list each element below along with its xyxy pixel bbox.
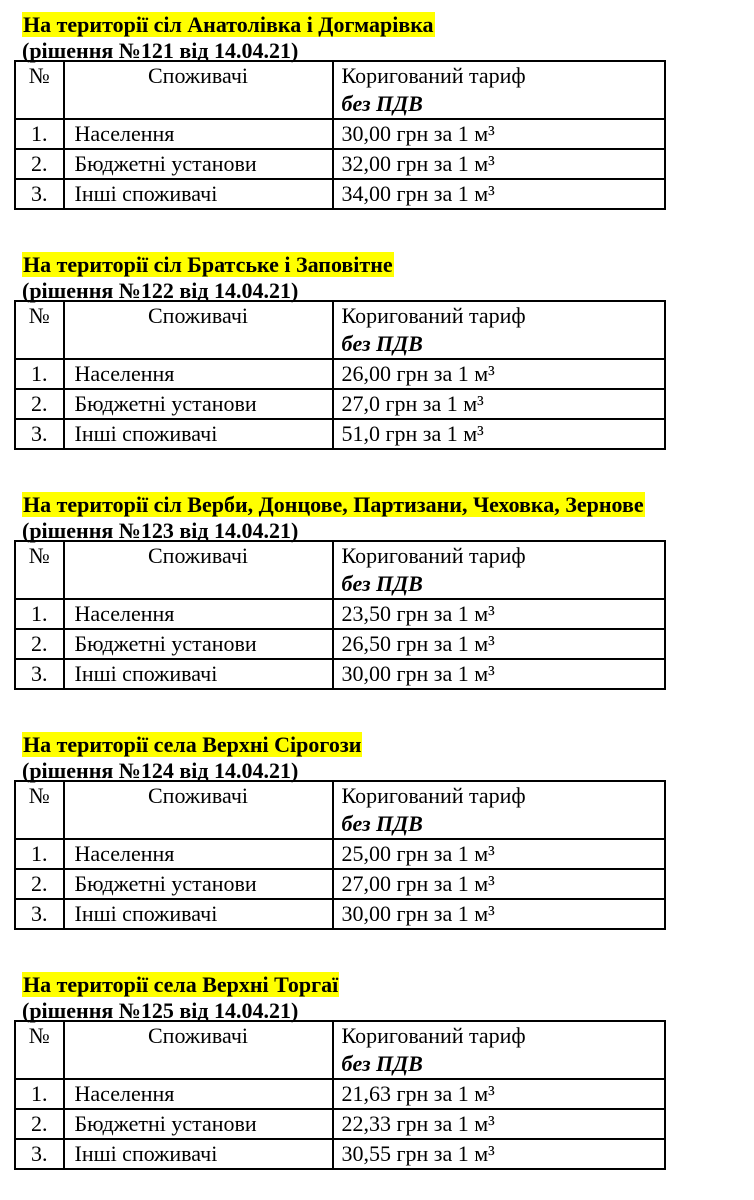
section-heading (22, 12, 754, 38)
row-tariff: 25,00 грн за 1 м³ (333, 839, 666, 869)
decision-reference: (рішення №125 від 14.04.21) (22, 998, 299, 1023)
tariff-section (14, 972, 754, 1170)
table-row (15, 599, 665, 629)
tariff-table (14, 1020, 666, 1170)
row-consumer: Інші споживачі (64, 659, 333, 689)
header-vat-label: без ПДВ (341, 91, 423, 116)
header-consumers: Споживачі (64, 1021, 333, 1079)
row-tariff: 27,0 грн за 1 м³ (333, 389, 666, 419)
row-num: 2. (15, 149, 64, 179)
row-tariff: 21,63 грн за 1 м³ (333, 1079, 666, 1109)
table-row (15, 359, 665, 389)
header-num: № (15, 61, 64, 119)
row-num: 1. (15, 839, 64, 869)
table-row (15, 179, 665, 209)
row-tariff: 30,00 грн за 1 м³ (333, 659, 666, 689)
table-row (15, 419, 665, 449)
row-num: 3. (15, 179, 64, 209)
row-num: 3. (15, 899, 64, 929)
row-consumer: Бюджетні установи (64, 629, 333, 659)
section-heading (22, 492, 754, 518)
tariff-table (14, 300, 666, 450)
section-title: На території сіл Анатолівка і Догмарівка (23, 12, 434, 37)
decision-reference: (рішення №124 від 14.04.21) (22, 758, 299, 783)
header-tariff-label: Коригований тариф (341, 303, 526, 328)
table-header-row (15, 61, 665, 119)
decision-reference: (рішення №122 від 14.04.21) (22, 278, 299, 303)
row-tariff: 30,55 грн за 1 м³ (333, 1139, 666, 1169)
row-consumer: Населення (64, 1079, 333, 1109)
decision-reference: (рішення №121 від 14.04.21) (22, 38, 299, 63)
section-heading (22, 252, 754, 278)
tariff-section (14, 12, 754, 210)
header-vat-label: без ПДВ (341, 331, 423, 356)
header-vat-label: без ПДВ (341, 571, 423, 596)
table-row (15, 389, 665, 419)
tariff-table (14, 540, 666, 690)
decision-reference: (рішення №123 від 14.04.21) (22, 518, 299, 543)
section-heading (22, 732, 754, 758)
row-num: 2. (15, 869, 64, 899)
row-num: 3. (15, 419, 64, 449)
header-num: № (15, 301, 64, 359)
tariff-section (14, 492, 754, 690)
row-tariff: 30,00 грн за 1 м³ (333, 899, 666, 929)
header-num: № (15, 541, 64, 599)
table-row (15, 1139, 665, 1169)
section-heading (22, 972, 754, 998)
section-title: На території сіл Братське і Заповітне (23, 252, 393, 277)
row-num: 1. (15, 359, 64, 389)
row-consumer: Населення (64, 119, 333, 149)
row-num: 1. (15, 119, 64, 149)
table-header-row (15, 1021, 665, 1079)
header-tariff-label: Коригований тариф (341, 1023, 526, 1048)
row-tariff: 27,00 грн за 1 м³ (333, 869, 666, 899)
row-consumer: Бюджетні установи (64, 389, 333, 419)
row-num: 1. (15, 599, 64, 629)
row-consumer: Населення (64, 599, 333, 629)
header-consumers: Споживачі (64, 781, 333, 839)
table-header-row (15, 781, 665, 839)
header-tariff (333, 781, 666, 839)
row-consumer: Бюджетні установи (64, 869, 333, 899)
row-consumer: Інші споживачі (64, 179, 333, 209)
table-row (15, 659, 665, 689)
header-consumers: Споживачі (64, 61, 333, 119)
tariff-table (14, 780, 666, 930)
header-tariff (333, 1021, 666, 1079)
row-consumer: Інші споживачі (64, 419, 333, 449)
row-tariff: 22,33 грн за 1 м³ (333, 1109, 666, 1139)
row-tariff: 26,00 грн за 1 м³ (333, 359, 666, 389)
row-tariff: 30,00 грн за 1 м³ (333, 119, 666, 149)
tariff-table (14, 60, 666, 210)
header-num: № (15, 781, 64, 839)
header-consumers: Споживачі (64, 301, 333, 359)
table-row (15, 1079, 665, 1109)
tariff-section (14, 252, 754, 450)
header-tariff (333, 61, 666, 119)
table-header-row (15, 541, 665, 599)
header-tariff (333, 301, 666, 359)
row-num: 2. (15, 629, 64, 659)
table-header-row (15, 301, 665, 359)
row-consumer: Населення (64, 359, 333, 389)
section-title: На території села Верхні Сірогози (23, 732, 362, 757)
row-num: 3. (15, 1139, 64, 1169)
table-row (15, 149, 665, 179)
header-num: № (15, 1021, 64, 1079)
table-row (15, 899, 665, 929)
header-tariff-label: Коригований тариф (341, 543, 526, 568)
row-consumer: Інші споживачі (64, 1139, 333, 1169)
table-row (15, 839, 665, 869)
table-row (15, 1109, 665, 1139)
row-tariff: 34,00 грн за 1 м³ (333, 179, 666, 209)
tariff-section (14, 732, 754, 930)
header-tariff (333, 541, 666, 599)
row-tariff: 26,50 грн за 1 м³ (333, 629, 666, 659)
header-tariff-label: Коригований тариф (341, 783, 526, 808)
header-vat-label: без ПДВ (341, 811, 423, 836)
row-num: 2. (15, 389, 64, 419)
row-num: 2. (15, 1109, 64, 1139)
row-consumer: Бюджетні установи (64, 1109, 333, 1139)
section-title: На території села Верхні Торгаї (23, 972, 339, 997)
row-consumer: Бюджетні установи (64, 149, 333, 179)
row-consumer: Населення (64, 839, 333, 869)
header-vat-label: без ПДВ (341, 1051, 423, 1076)
table-row (15, 119, 665, 149)
table-row (15, 869, 665, 899)
row-consumer: Інші споживачі (64, 899, 333, 929)
header-consumers: Споживачі (64, 541, 333, 599)
row-tariff: 51,0 грн за 1 м³ (333, 419, 666, 449)
row-tariff: 23,50 грн за 1 м³ (333, 599, 666, 629)
row-tariff: 32,00 грн за 1 м³ (333, 149, 666, 179)
table-row (15, 629, 665, 659)
section-title: На території сіл Верби, Донцове, Партизани, Чеховка, Зернове (23, 492, 644, 517)
header-tariff-label: Коригований тариф (341, 63, 526, 88)
row-num: 3. (15, 659, 64, 689)
row-num: 1. (15, 1079, 64, 1109)
